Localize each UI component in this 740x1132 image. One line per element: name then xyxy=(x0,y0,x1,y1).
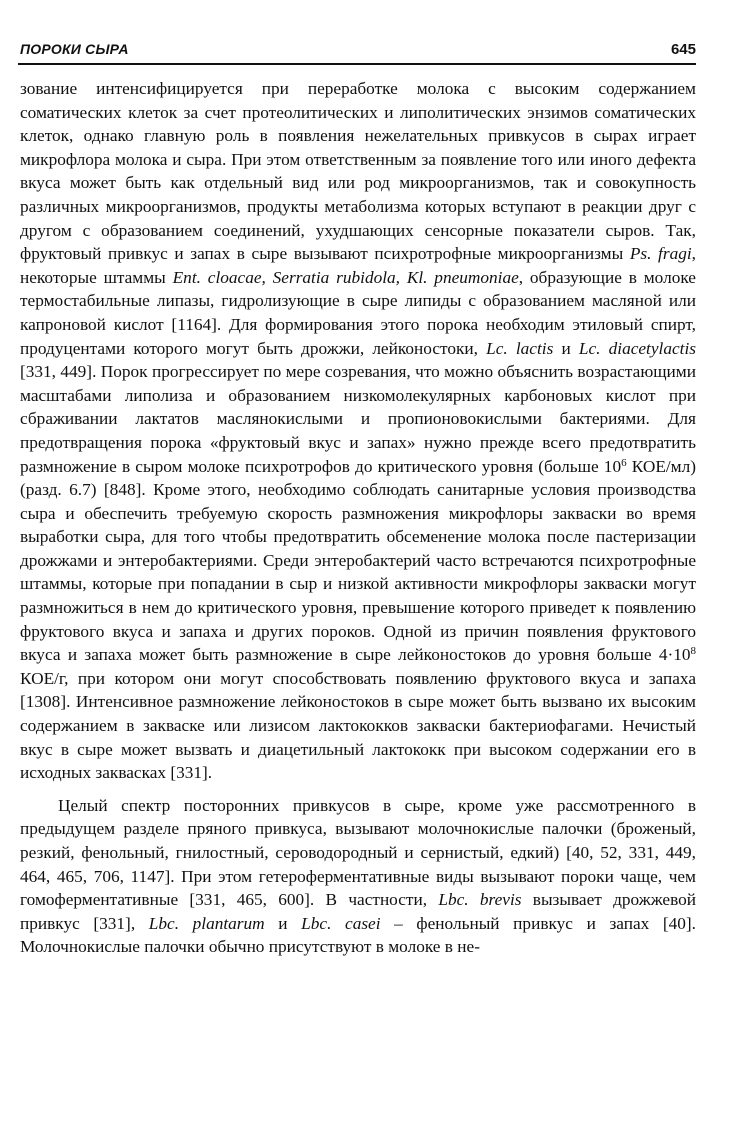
species-name: Lc. diacetylactis xyxy=(578,338,696,358)
exponent: 6 xyxy=(621,456,627,469)
text-run: – фенольный привкус и запах [40]. Молочнокислые палочки обычно присутствуют в молоке в не- xyxy=(20,913,697,957)
species-name: Lc. lactis xyxy=(486,338,554,358)
text-run: [331, 449]. Порок прогрессирует по мере созревания, что можно объяснить возрастающими масштабами липолиза и образованием низкомолекулярных карбоновых кислот при сбраживании лактатов маслянокислыми и пропионовокислыми бактериями. Для предотвращения порока «фруктовый вкус и запах» нужно прежде всего предотвратить размножение в сыром молоке психротрофов до критического уровня (больше 10 xyxy=(20,362,696,476)
species-name: Lbc. plantarum xyxy=(148,913,265,933)
species-name: Ps. fragi xyxy=(629,244,692,264)
running-title: ПОРОКИ СЫРА xyxy=(20,41,129,57)
text-run: вызывает дрожжевой привкус [331], xyxy=(20,890,697,933)
text-run: Целый спектр посторонних привкусов в сыре, кроме уже рассмотренного в предыдущем разделе пряного привкуса, вызывают молочнокислые палочки (броженый, резкий, фенольный, гнилостный, сероводородный и сернистый, едкий) [40, 52, 331, 449, 464, 465, 706, 1147]. При этом гетероферментативные виды вызывают пороки чаще, чем гомоферментативные [331, 465, 600]. В частности, xyxy=(20,795,696,910)
paragraph-1 xyxy=(20,77,696,785)
text-run: и xyxy=(264,913,302,933)
body-text xyxy=(20,77,696,959)
text-run: , некоторые штаммы xyxy=(20,244,696,287)
running-header xyxy=(18,37,696,65)
species-name: Lbc. brevis xyxy=(438,890,522,910)
text-run: КОЕ/мл) (разд. 6.7) [848]. Кроме этого, необходимо соблюдать санитарные условия производства сыра и обеспечить требуемую скорость размножения микрофлоры закваски во время выработки сыра, для того чтобы предотвратить обсеменение молока после пастеризации дрожжами и энтеробактериями. Среди энтеробактерий часто встречаются психротрофные штаммы, которые при попадании в сыр и низкой активности микрофлоры закваски могут размножиться в нем до критического уровня, превышение которого приведет к появлению фруктового вкуса и запаха и других пороков. Одной из причин появления фруктового вкуса и запаха может быть размножение в сыре лейконостоков до уровня больше 4·10 xyxy=(20,456,696,665)
text-run: зование интенсифицируется при переработке молока с высоким содержанием соматических клеток за счет протеолитических и липолитических энзимов соматических клеток, однако главную роль в появления нежелательных привкусов в сырах играет микрофлора молока и сыра. При этом ответственным за появление того или иного дефекта вкуса может быть как отдельный вид или род микроорганизмов, так и совокупность различных микроорганизмов, продукты метаболизма которых вступают в реакции друг с другом с образованием соединений, ухудшающих сенсорные показатели сыров. Так, фруктовый привкус и запах в сыре вызывают психротрофные микроорганизмы xyxy=(20,79,696,264)
text-run: , образующие в молоке термостабильные липазы, гидролизующие в сыре липиды с образованием масляной или капроновой кислот [1164]. Для формирования этого порока необходим этиловый спирт, продуцентами которого могут быть дрожжи, лейконостоки, xyxy=(20,267,696,358)
page-number: 645 xyxy=(670,41,696,58)
text-run: КОЕ/г, при котором они могут способствовать появлению фруктового вкуса и запаха [1308]. Интенсивное размножение лейконостоков в сыре может быть вызвано их высоким содержанием в закваске или лизисом лактококков закваски бактериофагами. Нечистый вкус в сыре может вызвать и диацетильный лактококк при высоком содержании его в исходных заквасках [331]. xyxy=(20,668,696,783)
species-name: Lbc. casei xyxy=(301,913,381,933)
exponent: 8 xyxy=(690,645,696,658)
paragraph-2 xyxy=(20,794,696,959)
species-name: Ent. cloacae, Serratia rubidola, Kl. pneumoniae xyxy=(172,267,519,287)
text-run: и xyxy=(553,338,579,358)
